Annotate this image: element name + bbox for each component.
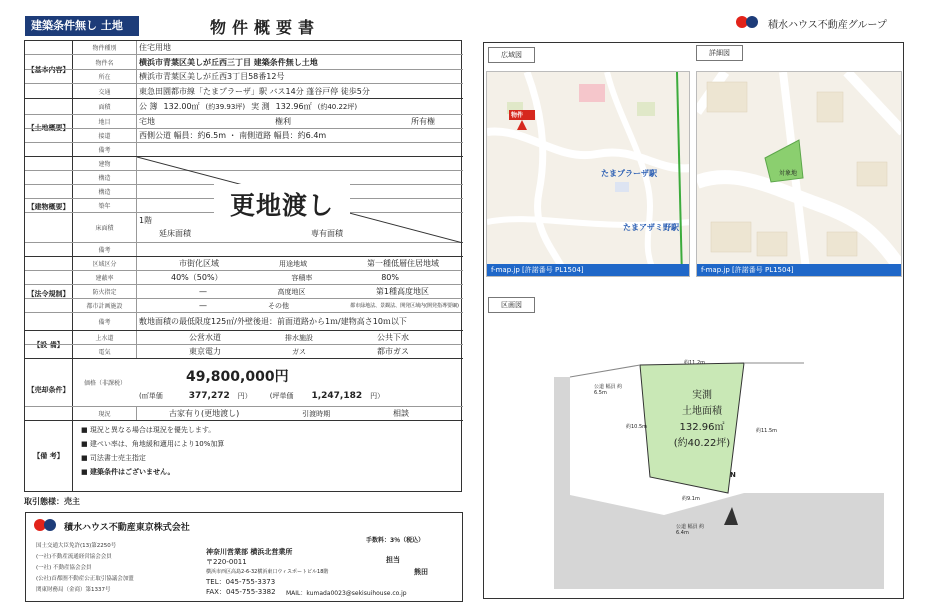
area-map-label: 広域図 — [488, 47, 535, 63]
station-label: たまプラーザ駅 — [601, 169, 657, 178]
height-district: 第1種高度地区 — [375, 287, 429, 296]
detail-map-label: 詳細図 — [696, 45, 743, 61]
contact-label: 担当 — [386, 556, 400, 564]
note-item: ■ 建ぺい率は、角地緩和適用により10%加算 — [81, 440, 225, 448]
section-building: 【建物概要】 — [25, 157, 73, 257]
city-plan: — — [199, 301, 207, 310]
actual-label: 実 測 — [251, 102, 270, 111]
membership: (公社)首都圏不動産公正取引協議会加盟 — [36, 576, 134, 582]
water-label: 上水道 — [73, 331, 137, 344]
official-label: 公 簿 — [139, 102, 158, 111]
private-area: 専有面積 — [311, 229, 343, 238]
notes-list — [81, 423, 224, 479]
land-right: 所有権 — [411, 117, 435, 126]
map-brand: f-map.jp — [491, 266, 520, 274]
building-remarks-label: 備考 — [73, 243, 137, 256]
map-code: [許諾番号 PL1504] — [522, 266, 584, 274]
actual-area: 132.96㎡ — [275, 102, 312, 111]
plan-label: 都市計画施設 — [73, 299, 137, 312]
sqm-unit: 円） — [237, 392, 252, 400]
plot-subheading: 土地面積 — [682, 406, 722, 417]
brand-logo — [736, 14, 887, 32]
property-sheet — [24, 40, 462, 492]
license: 国土交通大臣免許(13)第2250号 — [36, 543, 117, 549]
coverage-label: 建蔽率 — [73, 271, 137, 284]
status-label: 現況 — [73, 407, 137, 420]
membership: (一社)不動産流通経営協会会員 — [36, 554, 112, 560]
use-label: 用途地域 — [279, 259, 307, 268]
law-remarks: 敷地面積の最低限度125㎡/外壁後退：前面道路から1ｍ/建物高さ10ｍ以下 — [139, 317, 407, 326]
fire-label: 防火指定 — [73, 285, 137, 298]
sale-status: 古家有り(更地渡し) — [169, 409, 240, 418]
zoning: 市街化区域 — [179, 259, 219, 268]
use-zone: 第一種低層住居地域 — [367, 259, 439, 268]
coverage: 40%（50%） — [171, 273, 223, 282]
section-land: 【土地概要】 — [25, 99, 73, 157]
handover: 相談 — [393, 409, 409, 418]
section-law: 【法令規制】 — [25, 257, 73, 331]
far: 80% — [381, 273, 399, 282]
area-label: 面積 — [73, 99, 137, 114]
detail-map[interactable] — [696, 71, 902, 277]
map-panel — [483, 42, 904, 599]
plot-tsubo: (約40.22坪) — [673, 438, 731, 449]
transport-info: 東急田園都市線「たまプラーザ」駅 バス14分 蓬谷戸停 徒歩5分 — [139, 86, 370, 96]
company-box — [25, 512, 463, 602]
building-label: 建物 — [73, 157, 137, 170]
drain-label: 排水施設 — [285, 333, 313, 342]
contact-person: 熊田 — [414, 568, 428, 576]
gas-label: ガス — [292, 347, 306, 356]
road-info: 西側公道 幅員：約6.5m ・ 南側道路 幅員：約6.4m — [139, 131, 327, 140]
structure-label-2: 構造 — [73, 185, 137, 198]
power: 東京電力 — [189, 347, 221, 356]
tsubo-price: 1,247,182 — [311, 391, 363, 401]
property-address: 横浜市青葉区美しが丘西3丁目58番12号 — [139, 72, 285, 81]
plot-area: 132.96㎡ — [679, 422, 725, 433]
zoning-label: 区域区分 — [73, 257, 137, 270]
water: 公営水道 — [189, 333, 221, 342]
company-name: 積水ハウス不動産東京株式会社 — [64, 522, 190, 533]
height-label: 高度地区 — [277, 287, 306, 296]
membership: (一社) 不動産協会会員 — [36, 565, 92, 571]
fire-zone: — — [199, 287, 207, 296]
sqm-price: 377,272 — [188, 391, 230, 401]
tsubo-unit: 円） — [370, 392, 385, 400]
price-label: 価格（非課税） — [83, 380, 126, 387]
plot-bottom-dim: 約9.1m — [682, 496, 700, 502]
transaction-type: 取引態様：売主 — [24, 497, 80, 506]
floor-number: 1階 — [139, 216, 153, 225]
right-label: 権利 — [275, 117, 291, 126]
transport-label: 交通 — [73, 84, 137, 98]
detail-map-footer — [697, 264, 901, 276]
department: 神奈川営業部 横浜北営業所 — [206, 548, 293, 556]
area-map[interactable] — [486, 71, 690, 277]
vacant-land-stamp: 更地渡し — [214, 184, 350, 224]
category-label: 地目 — [73, 115, 137, 128]
far-label: 容積率 — [291, 273, 313, 282]
law-remarks-label: 備考 — [73, 313, 137, 330]
section-notes: 【備 考】 — [25, 421, 73, 491]
detail-map-brand: f-map.jp — [701, 266, 730, 274]
company-header — [34, 517, 190, 535]
document-title: 物件概要書 — [210, 18, 321, 37]
land-category: 宅地 — [139, 117, 155, 126]
power-label: 電気 — [73, 345, 137, 358]
other-label: その他 — [268, 301, 290, 310]
plot-top-dim: 約11.2m — [684, 360, 706, 366]
official-area: 132.00㎡ — [163, 102, 200, 111]
handover-label: 引渡時期 — [302, 409, 331, 418]
section-facility: 【設 備】 — [25, 331, 73, 359]
plot-plan — [554, 325, 894, 589]
detail-map-drawing — [697, 72, 902, 277]
fax: FAX：045-755-3382 — [206, 588, 276, 596]
detail-map-code: [許諾番号 PL1504] — [732, 266, 794, 274]
road-bottom-note: 公道 幅員 約6.4m — [676, 524, 705, 536]
north-arrow-icon: N — [730, 471, 736, 479]
official-tsubo: (約39.93坪) — [205, 102, 246, 111]
tsubo-label: (坪単価 — [269, 392, 294, 400]
note-item: ■ 建築条件はございません。 — [81, 468, 175, 476]
office-address: 横浜市西区高島2-6-32横浜東口ウィスポートビル18階 — [206, 569, 329, 575]
brand-name: 積水ハウス不動産グループ — [768, 19, 887, 31]
note-item: ■ 現況と異なる場合は現況を優先します。 — [81, 426, 216, 434]
listing-tag: 建築条件無し 土地 — [25, 16, 139, 36]
actual-tsubo: (約40.22坪) — [317, 102, 358, 111]
area-map-drawing — [487, 72, 690, 277]
membership: 関東財務局（金商）第1337号 — [36, 587, 111, 593]
area-map-property: 物件 — [511, 112, 524, 119]
property-type: 住宅用地 — [139, 43, 171, 52]
built-year-label: 築年 — [73, 199, 137, 212]
company-licenses — [36, 541, 134, 596]
name-label: 物件名 — [73, 55, 137, 69]
plot-right-dim: 約11.5m — [756, 428, 778, 434]
structure-label: 構造 — [73, 171, 137, 184]
sqm-label: (㎡単価 — [139, 392, 163, 400]
mail-link[interactable]: MAIL：kumada0023@sekisuihouse.co.jp — [286, 590, 407, 597]
section-sale: 【売却条件】 — [25, 359, 73, 421]
station-label-2: たまアザミ野駅 — [623, 223, 679, 232]
address-label: 所在 — [73, 70, 137, 83]
floor-area-label: 床面積 — [73, 213, 137, 242]
sekisui-logo-icon — [34, 517, 60, 535]
gas: 都市ガス — [377, 347, 409, 356]
plot-heading: 実測 — [692, 390, 712, 401]
plot-area-summary — [662, 388, 742, 452]
drain: 公共下水 — [377, 333, 409, 342]
subject-site-label: 対象地 — [779, 170, 798, 177]
zip-code: 〒220-0011 — [206, 558, 247, 566]
section-basic: 【基本内容】 — [25, 41, 73, 99]
note-item: ■ 司法書士売主指定 — [81, 454, 146, 462]
plot-map-label: 区画図 — [488, 297, 535, 313]
other-law: 都市緑地法、景観法、開発区域内(開発指導要綱) — [350, 303, 459, 309]
tel: TEL：045-755-3373 — [206, 578, 276, 586]
property-type-label: 物件種別 — [73, 41, 137, 54]
land-remarks-label: 備考 — [73, 143, 137, 156]
fee: 手数料：3％（税込） — [366, 537, 425, 544]
sale-price: 49,800,000円 — [186, 369, 289, 385]
map-footer — [487, 264, 689, 276]
road-label: 接道 — [73, 129, 137, 142]
property-name: 横浜市青葉区美しが丘西三丁目 建築条件無し土地 — [139, 57, 318, 67]
road-left-note: 公道 幅員 約6.5m — [594, 384, 623, 396]
plot-left-dim: 約10.5m — [626, 424, 648, 430]
sekisui-logo-icon — [736, 14, 762, 32]
floor-area: 延床面積 — [159, 229, 191, 238]
